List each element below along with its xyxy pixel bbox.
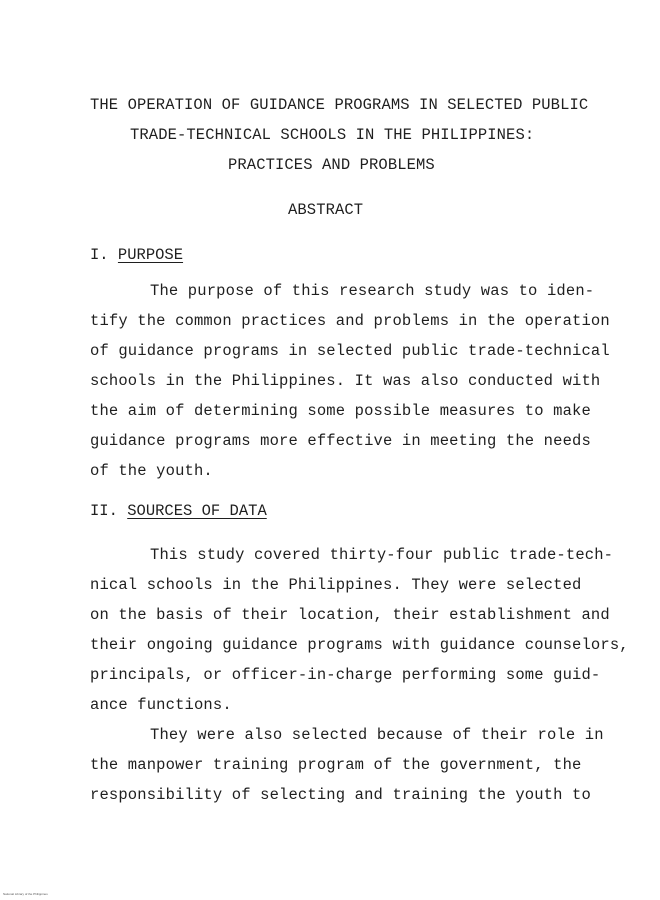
title-line-1: THE OPERATION OF GUIDANCE PROGRAMS IN SELECTED PUBLIC: [90, 96, 589, 114]
paragraph-line: the manpower training program of the government, the: [90, 756, 582, 774]
section-title: PURPOSE: [117, 246, 184, 264]
section-heading-sources: [90, 502, 267, 520]
title-line-3: PRACTICES AND PROBLEMS: [228, 156, 435, 174]
section-heading-purpose: [90, 246, 183, 264]
section-number: II.: [90, 502, 118, 520]
paragraph-line: The purpose of this research study was to iden-: [150, 282, 595, 300]
paragraph-line: the aim of determining some possible measures to make: [90, 402, 591, 420]
paragraph-line: their ongoing guidance programs with guidance counselors,: [90, 636, 629, 654]
title-line-2: TRADE-TECHNICAL SCHOOLS IN THE PHILIPPINES:: [130, 126, 535, 144]
paragraph-line: of guidance programs in selected public trade-technical: [90, 342, 610, 360]
paragraph-line: of the youth.: [90, 462, 213, 480]
paragraph-line: nical schools in the Philippines. They were selected: [90, 576, 582, 594]
paragraph-line: principals, or officer-in-charge performing some guid-: [90, 666, 601, 684]
section-number: I.: [90, 246, 109, 264]
paragraph-line: tify the common practices and problems in the operation: [90, 312, 610, 330]
paragraph-line: ance functions.: [90, 696, 232, 714]
paragraph-line: This study covered thirty-four public trade-tech-: [150, 546, 614, 564]
paragraph-line: They were also selected because of their role in: [150, 726, 604, 744]
library-watermark: National Library of the Philippines: [3, 892, 48, 896]
paragraph-line: guidance programs more effective in meeting the needs: [90, 432, 591, 450]
abstract-label: ABSTRACT: [288, 201, 364, 219]
section-title: SOURCES OF DATA: [127, 502, 267, 520]
paragraph-line: responsibility of selecting and training the youth to: [90, 786, 591, 804]
paragraph-line: on the basis of their location, their establishment and: [90, 606, 610, 624]
paragraph-line: schools in the Philippines. It was also conducted with: [90, 372, 601, 390]
